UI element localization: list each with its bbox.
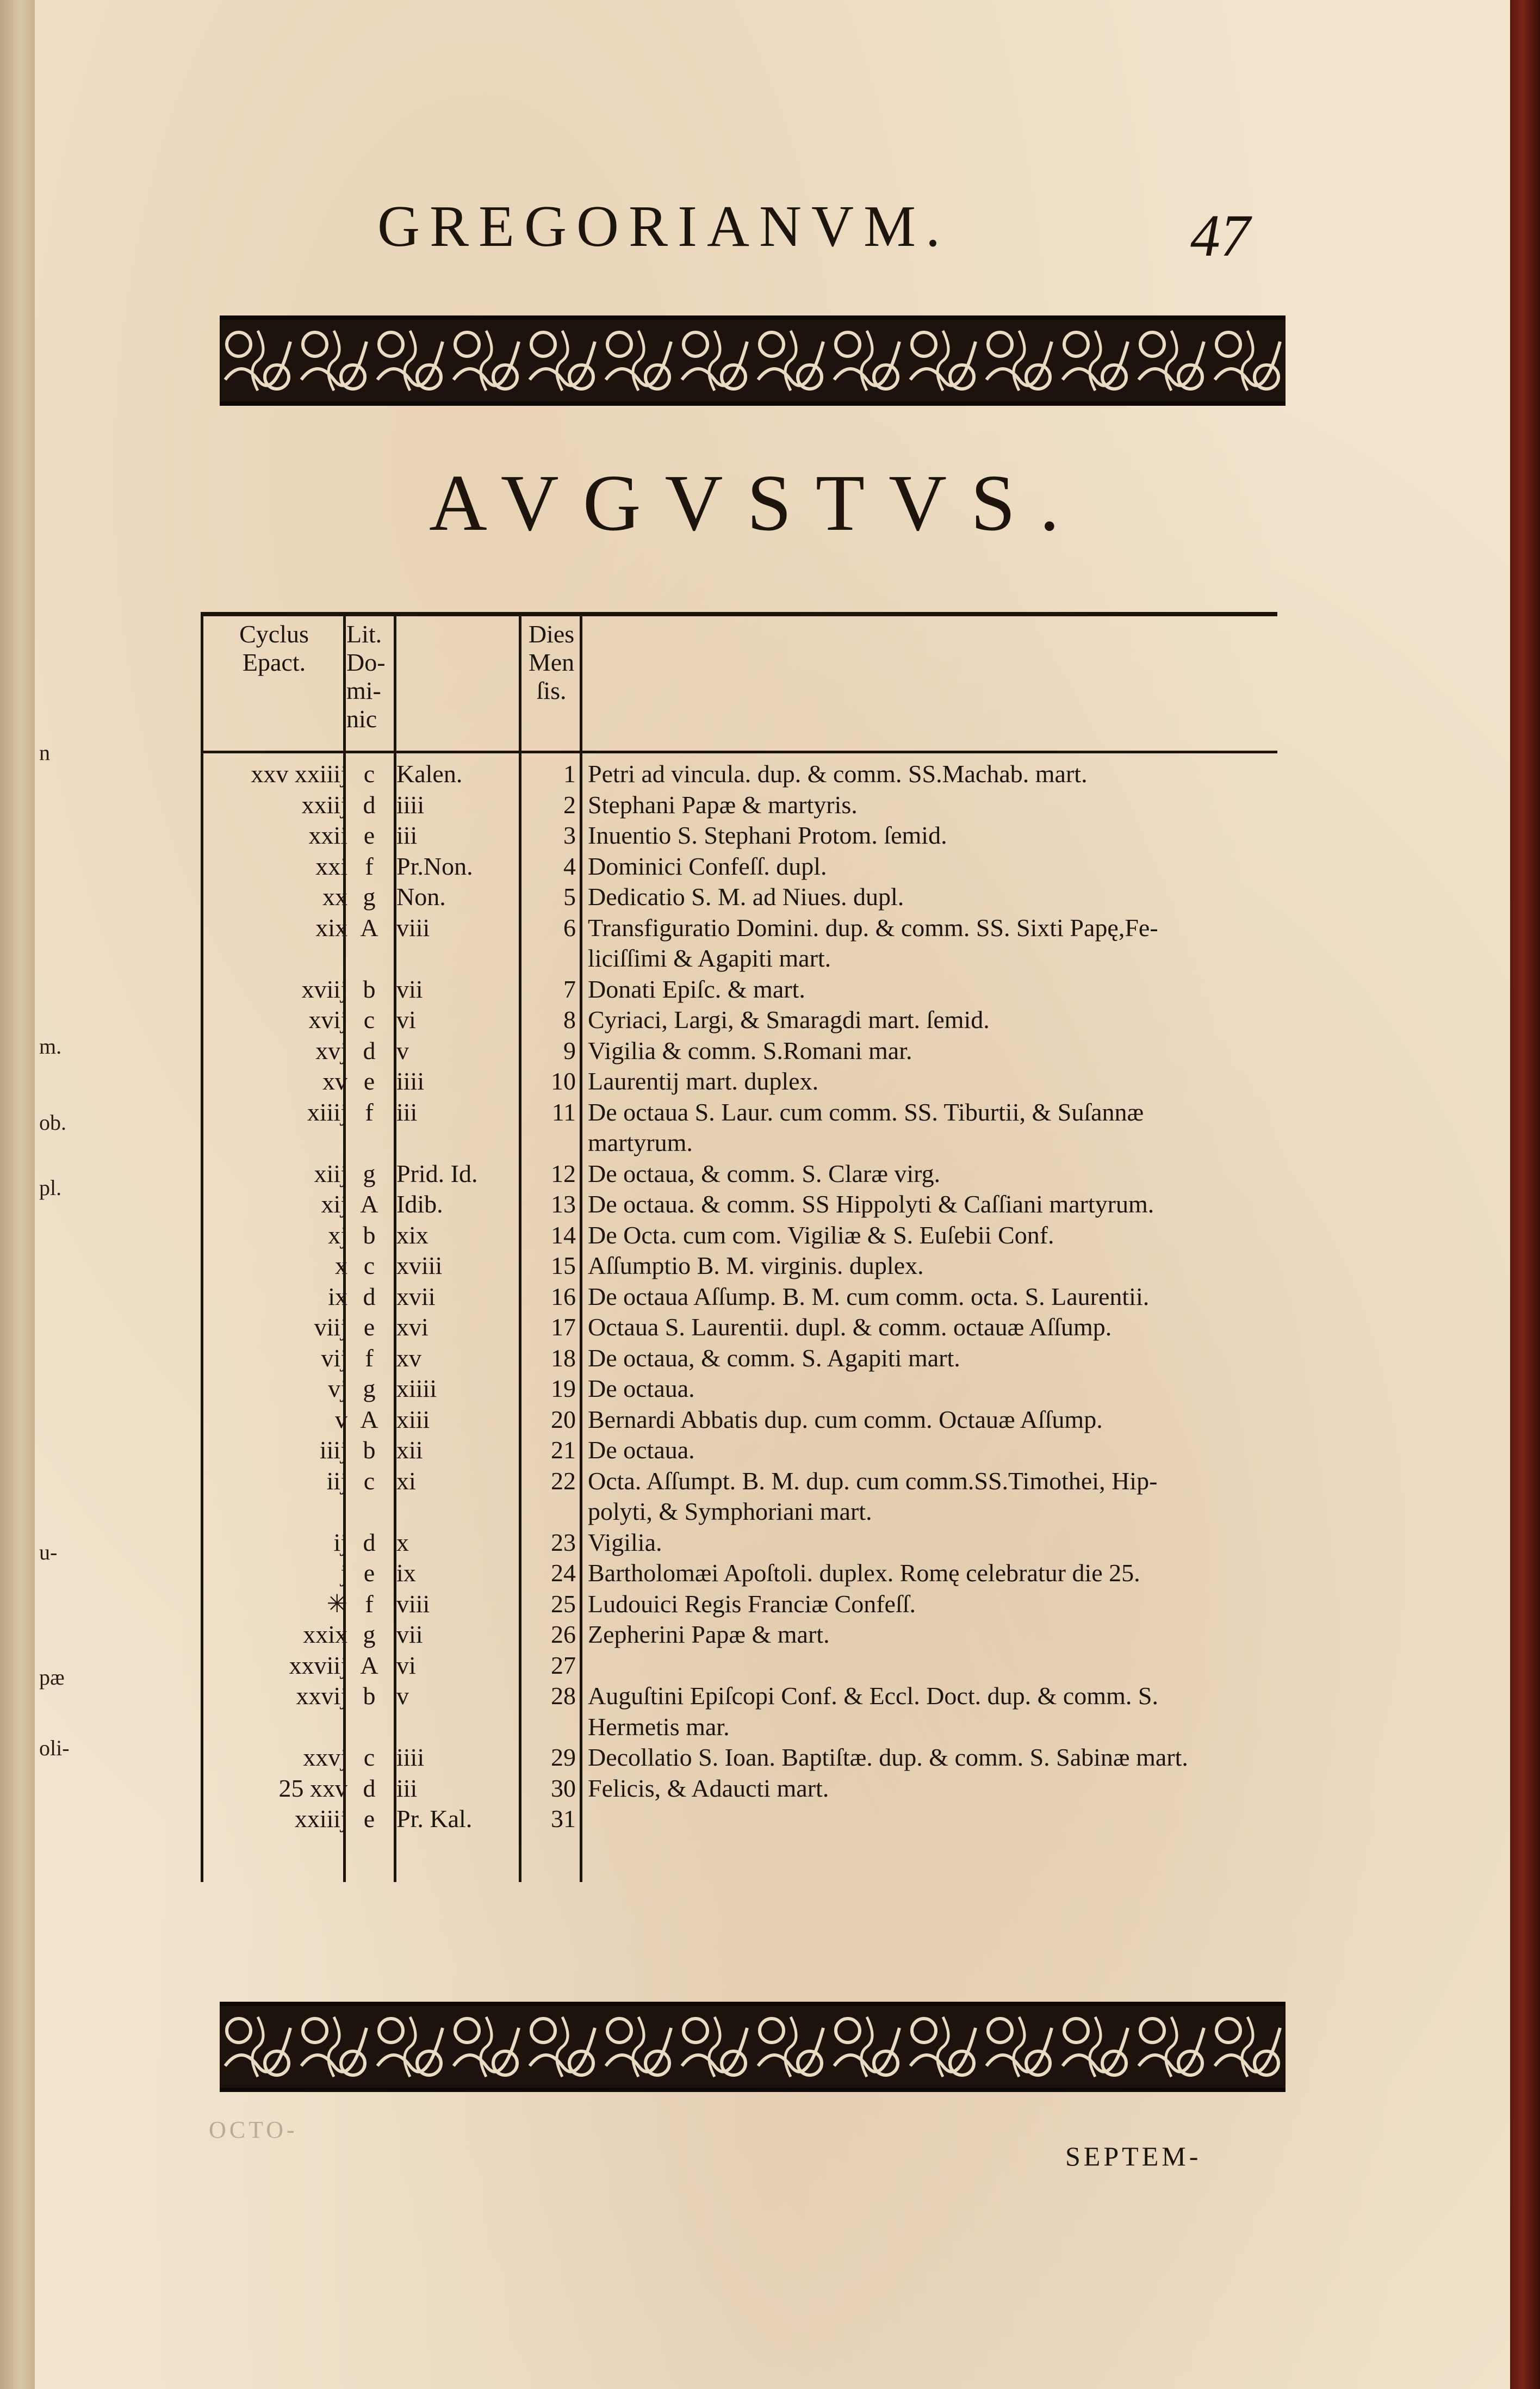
dominical-letter-cell: A [360,1405,378,1433]
dominical-letter-cell: A [360,1190,378,1218]
kalendar-cell: viii [396,913,430,942]
day-number-cell: 26 [551,1620,576,1648]
cycle-epact-cell: xvij [308,1006,347,1033]
day-number-cell: 13 [551,1190,576,1218]
margin-fragment: m. [39,1034,62,1059]
kalendar-cell: v [396,1036,409,1064]
kalendar-cell: Pr. Kal. [396,1805,473,1833]
feast-text-cell: Donati Epiſc. & mart. [588,975,805,1003]
day-number-cell: 27 [551,1651,576,1679]
day-number-cell: 9 [563,1036,576,1064]
dominical-letter-cell: e [363,821,375,849]
dominical-letter-cell: b [363,1221,376,1249]
feast-text-cell: De Octa. cum com. Vigiliæ & S. Euſebii Conf. [588,1221,1054,1249]
running-header: GREGORIANVM. [377,194,950,259]
margin-fragment: u- [39,1540,58,1564]
margin-fragment: n [39,740,50,765]
feast-text-cell: Laurentij mart. duplex. [588,1067,819,1095]
kalendar-cell: xvii [396,1282,436,1310]
day-number-cell: 1 [563,760,576,788]
cycle-epact-cell: iiij [319,1436,347,1464]
margin-fragment: pæ [39,1665,65,1689]
feast-text-cell: Dedicatio S. M. ad Niues. dupl. [588,883,904,911]
kalendar-cell: xvi [396,1313,429,1341]
dominical-letter-cell: g [363,1159,376,1187]
page-number: 47 [1190,202,1250,269]
dominical-letter-cell: b [363,975,376,1003]
day-number-cell: 5 [563,883,576,911]
cycle-epact-cell: iij [326,1466,347,1495]
kalendar-cell: xv [396,1344,421,1372]
cycle-epact-cell: xxiiij [294,1805,347,1833]
previous-page-edge [0,0,35,2389]
dominical-letter-cell: c [363,760,375,788]
feast-text-cell: De octaua. [588,1375,695,1402]
cycle-epact-cell: xiiij [307,1098,347,1126]
feast-text-cell: Decollatio S. Ioan. Baptiſtæ. dup. & comm. S. Sabinæ mart. [588,1743,1188,1771]
ornamental-border-top [220,315,1286,406]
kalendar-cell: Pr.Non. [396,852,473,880]
day-number-cell: 2 [563,790,576,819]
cycle-epact-cell: vij [321,1344,347,1372]
header-litera: Lit. Do- mi- nic [346,620,386,733]
kalendar-cell: iiii [396,1067,425,1095]
feast-text-cell: liciſſimi & Agapiti mart. [588,944,831,972]
cycle-epact-cell: xxvij [296,1682,347,1710]
dominical-letter-cell: A [360,1651,378,1679]
day-number-cell: 15 [551,1252,576,1279]
cycle-epact-cell: xxix [303,1620,347,1648]
cycle-epact-cell: xix [315,913,347,942]
cycle-epact-cell: xiij [314,1159,347,1187]
cycle-epact-cell: xviij [301,975,347,1003]
dominical-letter-cell: d [363,1774,376,1802]
dominical-letter-cell: c [363,1743,375,1771]
dominical-letter-cell: f [365,1344,374,1372]
dominical-letter-cell: g [363,1620,376,1648]
margin-fragment: ob. [39,1110,66,1135]
kalendar-cell: iii [396,1774,418,1802]
kalendar-cell: iiii [396,1743,425,1771]
feast-text-cell: Octa. Aſſumpt. B. M. dup. cum comm.SS.Timothei, Hip- [588,1466,1158,1495]
dominical-letter-cell: g [363,1375,376,1402]
day-number-cell: 8 [563,1006,576,1033]
day-number-cell: 17 [551,1313,576,1341]
header-cyclus: Cyclus Epact. [239,620,309,676]
cycle-epact-cell: xxv xxiiij [251,760,347,788]
kalendar-cell: xix [396,1221,429,1249]
dominical-letter-cell: b [363,1682,376,1710]
cycle-epact-cell: v [335,1405,347,1433]
month-title: AVGVSTVS. [429,459,1084,548]
margin-fragment: pl. [39,1175,62,1200]
column-rule [580,612,582,1882]
day-number-cell: 24 [551,1559,576,1587]
table-header-rule [201,751,1277,753]
day-number-cell: 14 [551,1221,576,1249]
day-number-cell: 18 [551,1344,576,1372]
kalendar-cell: iiii [396,790,425,819]
book-page [35,0,1510,2389]
header-dies: Dies Men ſis. [528,620,575,704]
dominical-letter-cell: e [363,1805,375,1833]
day-number-cell: 16 [551,1282,576,1310]
day-number-cell: 29 [551,1743,576,1771]
feast-text-cell: Aſſumptio B. M. virginis. duplex. [588,1252,924,1279]
kalendar-cell: Prid. Id. [396,1159,478,1187]
feast-text-cell: Vigilia. [588,1528,662,1556]
day-number-cell: 11 [551,1098,576,1126]
kalendar-cell: vi [396,1006,416,1033]
cycle-epact-cell: j [340,1559,347,1587]
feast-text-cell: Felicis, & Adaucti mart. [588,1774,829,1802]
calendar-table [201,612,1277,1896]
feast-text-cell: Zepherini Papæ & mart. [588,1620,830,1648]
day-number-cell: 10 [551,1067,576,1095]
dominical-letter-cell: d [363,1036,376,1064]
feast-text-cell: polyti, & Symphoriani mart. [588,1497,872,1525]
dominical-letter-cell: f [365,1589,374,1618]
cycle-epact-cell: viij [314,1313,347,1341]
feast-text-cell: Dominici Confeſſ. dupl. [588,852,827,880]
feast-text-cell: Vigilia & comm. S.Romani mar. [588,1036,912,1064]
day-number-cell: 28 [551,1682,576,1710]
day-number-cell: 22 [551,1466,576,1495]
cycle-epact-cell: ix [328,1282,347,1310]
kalendar-cell: vii [396,1620,423,1648]
feast-text-cell: martyrum. [588,1129,693,1156]
feast-text-cell: Auguſtini Epiſcopi Conf. & Eccl. Doct. dup. & comm. S. [588,1682,1158,1710]
catchword: SEPTEM- [1065,2141,1202,2171]
kalendar-cell: viii [396,1589,430,1618]
cycle-epact-cell: xij [321,1190,347,1218]
margin-fragment: oli- [39,1736,70,1760]
kalendar-cell: vi [396,1651,416,1679]
dominical-letter-cell: c [363,1466,375,1495]
dominical-letter-cell: d [363,790,376,819]
cycle-epact-cell: xxiij [301,790,347,819]
feast-text-cell: Hermetis mar. [588,1712,730,1741]
cycle-epact-cell: xv [322,1067,347,1095]
book-binding-edge [1510,0,1540,2389]
dominical-letter-cell: e [363,1313,375,1341]
dominical-letter-cell: f [365,852,374,880]
day-number-cell: 12 [551,1159,576,1187]
day-number-cell: 31 [551,1805,576,1833]
cycle-epact-cell: xxii [308,821,347,849]
day-number-cell: 20 [551,1405,576,1433]
day-number-cell: 30 [551,1774,576,1802]
kalendar-cell: ix [396,1559,416,1587]
day-number-cell: 19 [551,1375,576,1402]
cycle-epact-cell: xxi [315,852,347,880]
feast-text-cell: Bartholomæi Apoſtoli. duplex. Romę celebratur die 25. [588,1559,1140,1587]
feast-text-cell: Ludouici Regis Franciæ Confeſſ. [588,1589,916,1618]
cycle-epact-cell: xj [328,1221,347,1249]
cycle-epact-cell: xx [322,883,347,911]
feast-text-cell: De octaua Aſſump. B. M. cum comm. octa. S. Laurentii. [588,1282,1150,1310]
kalendar-cell: xiii [396,1405,430,1433]
feast-text-cell: Inuentio S. Stephani Protom. ſemid. [588,821,947,849]
day-number-cell: 21 [551,1436,576,1464]
cycle-epact-cell: ✳ [326,1589,347,1618]
feast-text-cell: De octaua S. Laur. cum comm. SS. Tiburtii, & Suſannæ [588,1098,1144,1126]
kalendar-cell: vii [396,975,423,1003]
cycle-epact-cell: xxviij [289,1651,347,1679]
day-number-cell: 23 [551,1528,576,1556]
kalendar-cell: Kalen. [396,760,463,788]
feast-text-cell: De octaua. & comm. SS Hippolyti & Caſſiani martyrum. [588,1190,1154,1218]
dominical-letter-cell: d [363,1282,376,1310]
feast-text-cell: De octaua. [588,1436,695,1464]
day-number-cell: 6 [563,913,576,942]
dominical-letter-cell: e [363,1559,375,1587]
feast-text-cell: Cyriaci, Largi, & Smaragdi mart. ſemid. [588,1006,990,1033]
dominical-letter-cell: d [363,1528,376,1556]
kalendar-cell: xi [396,1466,416,1495]
dominical-letter-cell: c [363,1006,375,1033]
feast-text-cell: Petri ad vincula. dup. & comm. SS.Machab. mart. [588,760,1088,788]
feast-text-cell: De octaua, & comm. S. Agapiti mart. [588,1344,960,1372]
kalendar-cell: iii [396,1098,418,1126]
feast-text-cell: Bernardi Abbatis dup. cum comm. Octauæ Aſſump. [588,1405,1103,1433]
kalendar-cell: Idib. [396,1190,443,1218]
cycle-epact-cell: 25 xxv [278,1774,347,1802]
ornamental-border-bottom [220,2002,1286,2092]
feast-text-cell: Octaua S. Laurentii. dupl. & comm. octauæ Aſſump. [588,1313,1112,1341]
feast-text-cell: De octaua, & comm. S. Claræ virg. [588,1159,941,1187]
dominical-letter-cell: f [365,1098,374,1126]
kalendar-cell: xviii [396,1252,443,1279]
feast-text-cell: Transfiguratio Domini. dup. & comm. SS. Sixti Papę,Fe- [588,913,1158,942]
dominical-letter-cell: A [360,913,378,942]
dominical-letter-cell: b [363,1436,376,1464]
kalendar-cell: Non. [396,883,446,911]
cycle-epact-cell: vj [328,1375,347,1402]
cycle-epact-cell: xxvj [303,1743,347,1771]
feast-text-cell: Stephani Papæ & martyris. [588,790,858,819]
dominical-letter-cell: c [363,1252,375,1279]
day-number-cell: 7 [563,975,576,1003]
kalendar-cell: v [396,1682,409,1710]
kalendar-cell: xiiii [396,1375,437,1402]
bleed-through-text: OCTO- [209,2116,298,2143]
kalendar-cell: iii [396,821,418,849]
cycle-epact-cell: x [335,1252,347,1279]
day-number-cell: 25 [551,1589,576,1618]
kalendar-cell: xii [396,1436,423,1464]
table-top-rule [201,612,1277,616]
cycle-epact-cell: xvj [315,1036,347,1064]
column-rule [201,612,203,1882]
cycle-epact-cell: ij [333,1528,347,1556]
day-number-cell: 4 [563,852,576,880]
dominical-letter-cell: g [363,883,376,911]
dominical-letter-cell: e [363,1067,375,1095]
day-number-cell: 3 [563,821,576,849]
kalendar-cell: x [396,1528,409,1556]
